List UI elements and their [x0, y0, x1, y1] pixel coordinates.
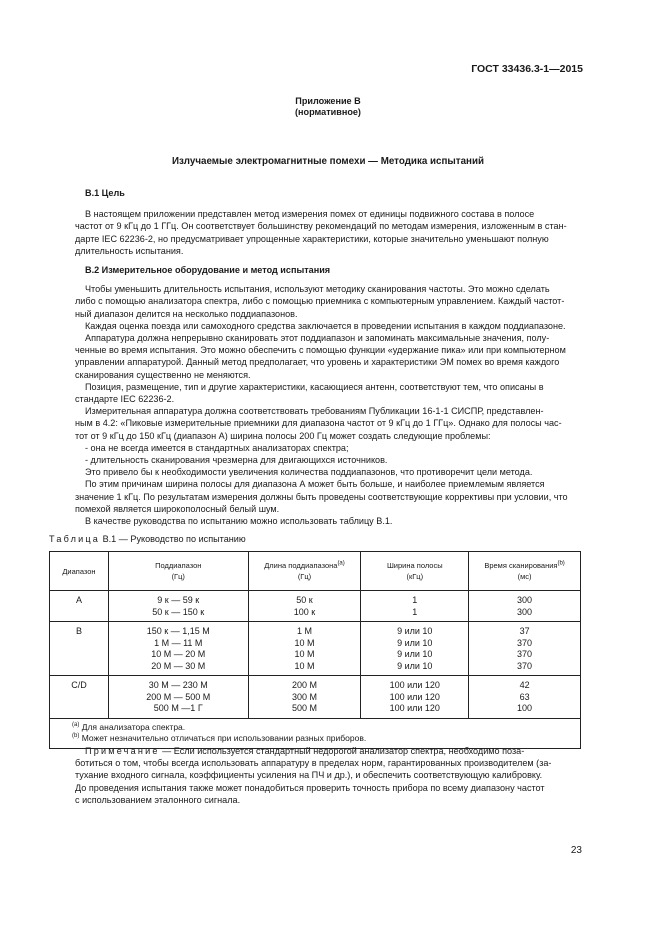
band-cell: А: [50, 591, 109, 622]
section-1-line: В настоящем приложении представлен метод измерения помех от единицы подвижного состава в полосе: [85, 209, 535, 220]
table-header-row: [50, 552, 581, 591]
table-footnote: $^{(b)}$ Может незначительно отличаться при использовании разных приборов.: [72, 733, 367, 743]
document-title: Излучаемые электромагнитные помехи — Методика испытаний: [172, 156, 484, 167]
subband-cell: 30 М — 230 М 200 М — 500 М 500 М —1 Г: [108, 676, 248, 719]
section-2-line: Это привело бы к необходимости увеличения количества поддиапазонов, что противоречит цели метода.: [85, 467, 533, 478]
scan-time-cell: 42 63 100: [469, 676, 581, 719]
test-guide-table: [49, 551, 581, 749]
note-label: Примечание: [85, 746, 160, 756]
appendix-subtitle: (нормативное): [295, 107, 361, 117]
length-cell: 50 к 100 к: [248, 591, 361, 622]
section-2-line: Измерительная аппаратура должна соответствовать требованиям Публикации 16-1-1 СИСПР, представлен-: [85, 406, 544, 417]
section-2-line: значение 1 кГц. По результатам измерения должны быть проведены соответствующие коррективы при условии, что: [75, 491, 568, 502]
section-1-line: дарте IEC 62236-2, но предусматривает упрощенные характеристики, которые значительно уменьшают полную: [75, 233, 549, 244]
length-cell: 200 М 300 М 500 М: [248, 676, 361, 719]
header-length: Длина поддиапазона$^{(а)}$ (Гц): [248, 552, 361, 591]
section-1-line: длительность испытания.: [75, 245, 184, 256]
section-2-line: сканирования существенно не меняются.: [75, 369, 251, 380]
section-2-line: По этим причинам ширина полосы для диапазона А может быть больше, и наиболее приемлемым является: [85, 479, 545, 490]
table-caption-text: В.1 — Руководство по испытанию: [102, 534, 246, 544]
section-2-line: ный диапазон делится на несколько поддиапазонов.: [75, 308, 298, 319]
note-line: До проведения испытания также может понадобиться проверить точность прибора по всему диапазону частот: [75, 782, 545, 793]
header-scan-time: Время сканирования$^{(b)}$ (мс): [469, 552, 581, 591]
table-notes-row: [50, 718, 581, 748]
section-2-line: В качестве руководства по испытанию можно использовать таблицу В.1.: [85, 516, 393, 527]
header-subband: Поддиапазон (Гц): [108, 552, 248, 591]
appendix-title: Приложение В: [295, 96, 361, 106]
table-row: [50, 676, 581, 719]
section-2-line: - длительность сканирования чрезмерна для двигающихся источников.: [85, 455, 388, 466]
section-2: [75, 264, 581, 527]
scan-time-cell: 300 300: [469, 591, 581, 622]
section-2-line: тот от 9 кГц до 150 кГц (диапазон А) ширина полосы 200 Гц может создать следующие проблемы:: [75, 430, 491, 441]
section-2-line: Чтобы уменьшить длительность испытания, используют методику сканирования частоты. Это можно сделать: [85, 284, 550, 295]
subband-cell: 9 к — 59 к 50 к — 150 к: [108, 591, 248, 622]
section-2-line: либо с помощью анализатора спектра, либо с помощью приемника с компьютерным управлением. Каждый частот-: [75, 296, 565, 307]
section-2-line: помехой является широкополосный белый шум.: [75, 503, 280, 514]
section-2-line: Каждая оценка поезда или самоходного средства заключается в проведении испытания в каждом поддиапазоне.: [85, 320, 566, 331]
header-band: Диапазон: [50, 552, 109, 591]
section-1-line: частот от 9 кГц до 1 ГГц. Он соответствует большинству рекомендаций по методам измерения, изложенным в стан-: [75, 221, 567, 232]
section-2-heading: В.2 Измерительное оборудование и метод испытания: [85, 265, 331, 275]
section-1-heading: В.1 Цель: [85, 188, 125, 198]
header-bandwidth: Ширина полосы (кГц): [361, 552, 469, 591]
bandwidth-cell: 1 1: [361, 591, 469, 622]
table-caption: [49, 533, 246, 545]
band-cell: С/D: [50, 676, 109, 719]
band-cell: В: [50, 622, 109, 676]
page-number: 23: [570, 845, 582, 856]
bandwidth-cell: 9 или 10 9 или 10 9 или 10 9 или 10: [361, 622, 469, 676]
section-2-line: ченные во время испытания. Это можно обеспечить с помощью функции «удержание пика» или при компьютерном: [75, 345, 566, 356]
scan-time-cell: 37 370 370 370: [469, 622, 581, 676]
table-caption-label: Таблица: [49, 534, 101, 544]
section-1: [75, 187, 581, 257]
length-cell: 1 М 10 М 10 М 10 М: [248, 622, 361, 676]
standard-number: ГОСТ 33436.3-1—2015: [471, 63, 583, 75]
section-2-line: стандарте IEC 62236-2.: [75, 394, 175, 405]
table-notes: [50, 718, 581, 748]
table-row: [50, 591, 581, 622]
note-line: ботиться о том, чтобы всегда использовать аппаратуру в пределах норм, гарантированных производителем (за-: [75, 758, 552, 769]
section-2-line: - она не всегда имеется в стандартных анализаторах спектра;: [85, 442, 349, 453]
section-2-line: Позиция, размещение, тип и другие характеристики, касающиеся антенн, соответствуют тем, что описаны в: [85, 381, 544, 392]
note-line: тухание входного сигнала, коэффициенты усиления на ПЧ и др.), и обеспечить соответствующую калибровку.: [75, 770, 543, 781]
section-2-line: управлении аппаратурой. Данный метод предполагает, что уровень и характеристики ЭМ помех во время каждого: [75, 357, 560, 368]
note-line: Примечание — Если используется стандартный недорогой анализатор спектра, необходимо поза-: [85, 746, 525, 756]
note-line: с использованием эталонного сигнала.: [75, 794, 241, 805]
subband-cell: 150 к — 1,15 М 1 М — 11 М 10 М — 20 М 20 М — 30 М: [108, 622, 248, 676]
table-row: [50, 622, 581, 676]
bandwidth-cell: 100 или 120 100 или 120 100 или 120: [361, 676, 469, 719]
section-2-line: Аппаратура должна непрерывно сканировать этот поддиапазон и запоминать максимальные значения, полу-: [85, 333, 550, 344]
note-block: [75, 745, 581, 806]
table-footnote: $^{(а)}$ Для анализатора спектра.: [72, 721, 186, 732]
section-2-line: ным в 4.2: «Пиковые измерительные приемники для диапазона частот от 9 кГц до 1 ГГц». Однако для полосы час-: [75, 418, 562, 429]
